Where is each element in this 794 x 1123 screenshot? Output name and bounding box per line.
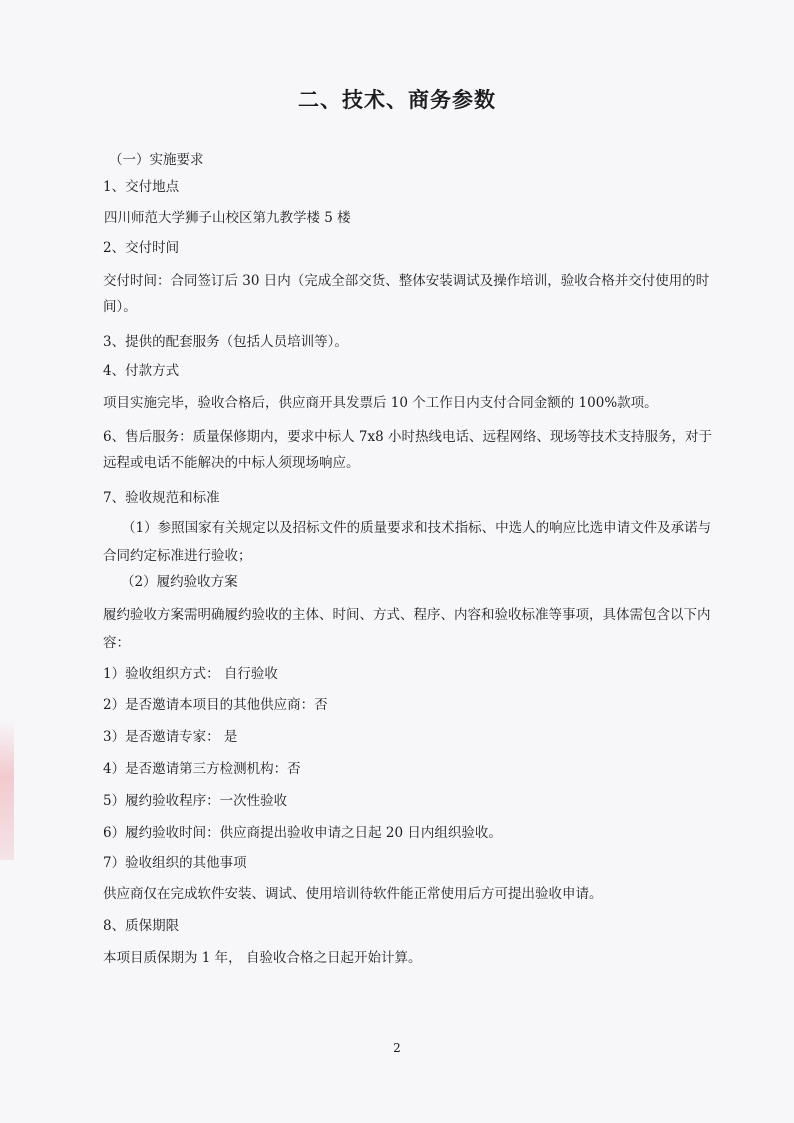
subsection-heading: （2）履约验收方案	[121, 574, 238, 590]
list-item: 7）验收组织的其他事项	[103, 855, 247, 871]
paragraph: （1）参照国家有关规定以及招标文件的质量要求和技术指标、中选人的响应比选申请文件及承诺与合同约定标准进行验收；	[103, 520, 712, 564]
paragraph: 本项目质保期为 1 年， 自验收合格之日起开始计算。	[103, 950, 422, 966]
page-number: 2	[393, 1041, 401, 1055]
paragraph: 6、售后服务：质量保修期内，要求中标人 7x8 小时热线电话、远程网络、现场等技术支持服务，对于远程或电话不能解决的中标人须现场响应。	[103, 429, 712, 471]
paragraph: 交付时间：合同签订后 30 日内（完成全部交货、整体安装调试及操作培训，验收合格并交付使用的时间）。	[103, 273, 710, 315]
item-heading: 1、交付地点	[103, 179, 180, 195]
page-title: 二、技术、商务参数	[298, 88, 496, 112]
item-heading: 3、提供的配套服务（包括人员培训等）。	[103, 334, 348, 350]
item-heading: 8、质保期限	[103, 918, 180, 934]
paragraph: 供应商仅在完成软件安装、调试、使用培训待软件能正常使用后方可提出验收申请。	[103, 886, 603, 902]
list-item: 4）是否邀请第三方检测机构：否	[103, 761, 301, 777]
seal-edge-mark	[0, 720, 14, 860]
item-heading: 7、验收规范和标准	[103, 490, 220, 506]
list-item: 5）履约验收程序：一次性验收	[103, 793, 288, 809]
section-heading: （一）实施要求	[109, 152, 204, 168]
item-heading: 4、付款方式	[103, 363, 180, 379]
list-item: 2）是否邀请本项目的其他供应商：否	[103, 697, 328, 713]
item-heading: 2、交付时间	[103, 240, 180, 256]
paragraph: 四川师范大学狮子山校区第九教学楼 5 楼	[104, 210, 351, 226]
list-item: 6）履约验收时间：供应商提出验收申请之日起 20 日内组织验收。	[103, 825, 502, 841]
paragraph: 项目实施完毕，验收合格后，供应商开具发票后 10 个工作日内支付合同金额的 100%款项。	[103, 395, 658, 411]
list-item: 3）是否邀请专家： 是	[103, 729, 238, 745]
paragraph: 履约验收方案需明确履约验收的主体、时间、方式、程序、内容和验收标准等事项，具体需包含以下内容：	[103, 607, 711, 651]
list-item: 1）验收组织方式： 自行验收	[103, 666, 278, 682]
